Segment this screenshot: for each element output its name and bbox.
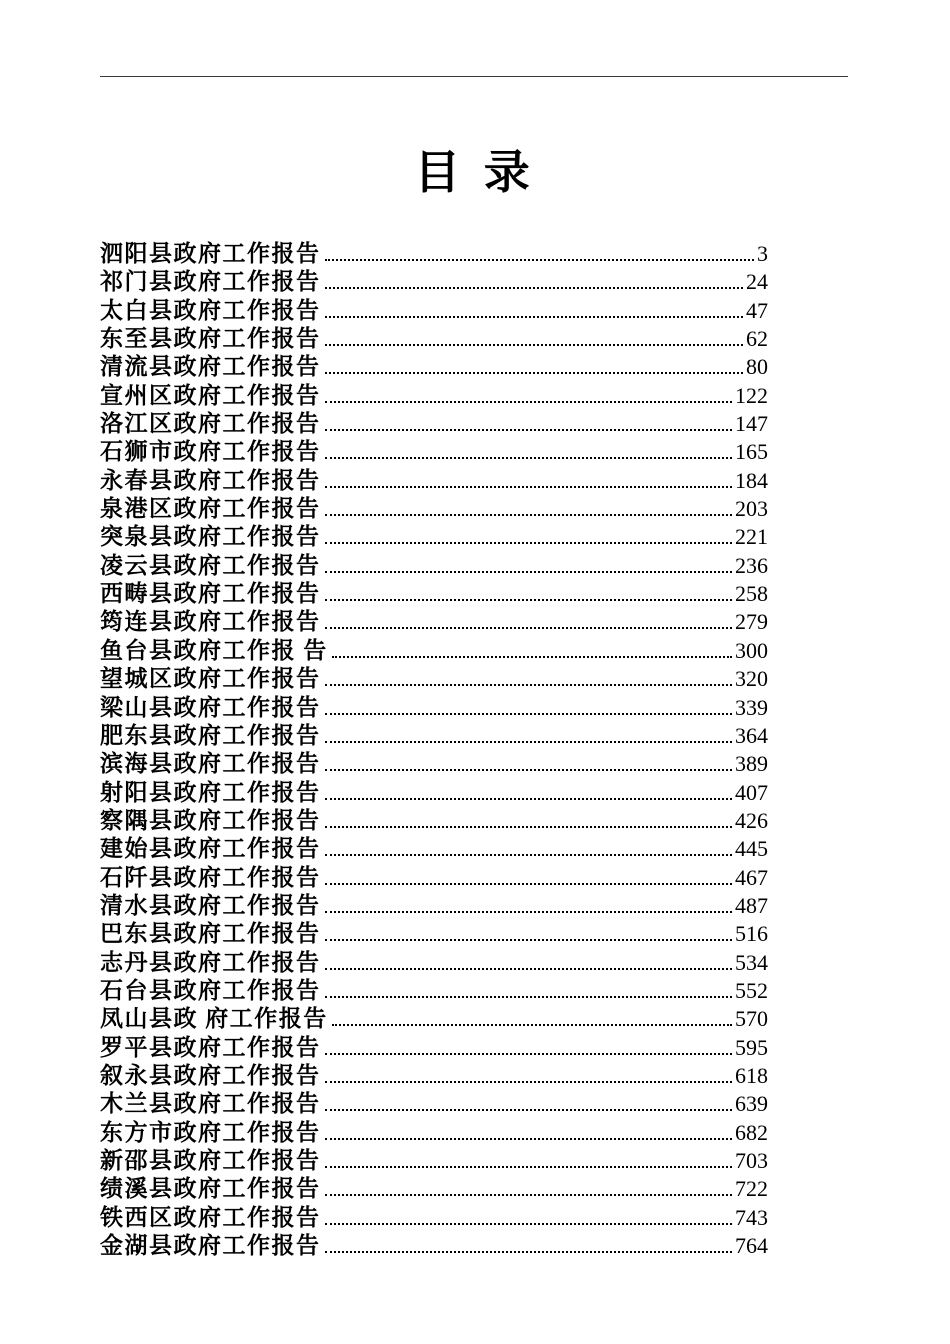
toc-entry-page[interactable]: 339 [735, 694, 768, 720]
toc-dotted-leader [325, 1194, 733, 1196]
toc-entry-page[interactable]: 300 [735, 637, 768, 663]
toc-entry-page[interactable]: 147 [735, 411, 768, 437]
toc-dotted-leader [332, 656, 732, 658]
toc-entry-label[interactable]: 察隅县政府工作报告 [100, 807, 321, 833]
toc-entry[interactable] [100, 410, 768, 438]
toc-dotted-leader [325, 542, 733, 544]
toc-dotted-leader [325, 287, 744, 289]
toc-entry-label[interactable]: 宣州区政府工作报告 [100, 382, 321, 408]
toc-entry-page[interactable]: 618 [735, 1062, 768, 1088]
toc-entry-page[interactable]: 122 [735, 382, 768, 408]
toc-dotted-leader [325, 684, 733, 686]
toc-entry-label[interactable]: 罗平县政府工作报告 [100, 1034, 321, 1060]
toc-dotted-leader [325, 911, 733, 913]
toc-dotted-leader [325, 316, 744, 318]
toc-entry[interactable] [100, 1090, 768, 1118]
toc-entry[interactable] [100, 949, 768, 977]
toc-dotted-leader [325, 769, 733, 771]
toc-entry-label[interactable]: 石台县政府工作报告 [100, 977, 321, 1003]
toc-dotted-leader [325, 713, 733, 715]
toc-entry-page[interactable]: 203 [735, 496, 768, 522]
toc-entry-page[interactable]: 534 [735, 949, 768, 975]
toc-entry-label[interactable]: 泗阳县政府工作报告 [100, 241, 321, 266]
toc-entry-label[interactable]: 新邵县政府工作报告 [100, 1148, 321, 1173]
toc-entry-page[interactable]: 364 [735, 722, 768, 748]
toc-entry[interactable] [100, 722, 768, 750]
toc-entry-label[interactable]: 凤山县政 府工作报告 [100, 1006, 328, 1032]
toc-entry-page[interactable]: 407 [735, 779, 768, 805]
toc-entry-label[interactable]: 望城区政府工作报告 [100, 666, 321, 692]
toc-entry[interactable] [100, 779, 768, 807]
toc-entry-page[interactable]: 467 [735, 864, 768, 890]
toc-entry[interactable] [100, 1062, 768, 1090]
toc-entry-label[interactable]: 东方市政府工作报告 [100, 1119, 321, 1145]
toc-entry[interactable] [100, 495, 768, 523]
toc-entry[interactable] [100, 325, 768, 353]
toc-entry[interactable] [100, 864, 768, 892]
toc-entry[interactable] [100, 807, 768, 835]
toc-dotted-leader [325, 826, 733, 828]
toc-entry-label[interactable]: 清水县政府工作报告 [100, 892, 321, 918]
toc-entry-page[interactable]: 165 [735, 439, 768, 465]
toc-entry[interactable] [100, 608, 768, 636]
toc-entry-page[interactable]: 703 [735, 1148, 768, 1173]
toc-entry[interactable] [100, 637, 768, 665]
toc-entry-page[interactable]: 389 [735, 751, 768, 777]
toc-dotted-leader [325, 514, 733, 516]
toc-entry-page[interactable]: 47 [746, 297, 768, 323]
toc-entry[interactable] [100, 353, 768, 381]
toc-entry-label[interactable]: 鱼台县政府工作报 告 [100, 637, 328, 663]
toc-entry[interactable] [100, 268, 768, 296]
toc-entry-label[interactable]: 石狮市政府工作报告 [100, 439, 321, 465]
toc-entry[interactable] [100, 523, 768, 551]
toc-entry-page[interactable]: 764 [735, 1233, 768, 1259]
toc-entry[interactable] [100, 552, 768, 580]
toc-entry[interactable] [100, 1204, 768, 1232]
toc-entry-page[interactable]: 570 [735, 1006, 768, 1032]
toc-dotted-leader [325, 1223, 733, 1225]
toc-entry-page[interactable]: 487 [735, 892, 768, 918]
toc-entry-page[interactable]: 320 [735, 666, 768, 692]
toc-entry-page[interactable]: 552 [735, 977, 768, 1003]
toc-entry-label[interactable]: 梁山县政府工作报告 [100, 694, 321, 720]
toc-dotted-leader [332, 1024, 732, 1026]
toc-entry-page[interactable]: 445 [735, 836, 768, 862]
toc-entry-page[interactable]: 3 [757, 241, 768, 266]
toc-entry[interactable] [100, 694, 768, 722]
toc-entry-label[interactable]: 太白县政府工作报告 [100, 297, 321, 323]
toc-entry-page[interactable]: 24 [746, 269, 768, 295]
toc-dotted-leader [325, 996, 733, 998]
toc-dotted-leader [325, 1053, 733, 1055]
toc-dotted-leader [325, 741, 733, 743]
toc-entry-page[interactable]: 722 [735, 1176, 768, 1202]
toc-dotted-leader [325, 344, 744, 346]
page-title: 目 录 [414, 147, 536, 198]
toc-entry-label[interactable]: 永春县政府工作报告 [100, 467, 321, 493]
toc-dotted-leader [325, 429, 733, 431]
toc-entry-label[interactable]: 射阳县政府工作报告 [100, 779, 321, 805]
toc-dotted-leader [325, 1166, 733, 1168]
toc-dotted-leader [325, 854, 733, 856]
toc-dotted-leader [325, 457, 733, 459]
toc-dotted-leader [325, 883, 733, 885]
toc-entry-label[interactable]: 志丹县政府工作报告 [100, 949, 321, 975]
toc-entry[interactable] [100, 920, 768, 948]
toc-entry-page[interactable]: 595 [735, 1034, 768, 1060]
toc-entry[interactable] [100, 1232, 768, 1260]
toc-dotted-leader [325, 968, 733, 970]
toc-entry[interactable] [100, 1005, 768, 1033]
toc-entry-page[interactable]: 516 [735, 921, 768, 947]
toc-dotted-leader [325, 486, 733, 488]
toc-entry-label[interactable]: 东至县政府工作报告 [100, 326, 321, 352]
toc-entry[interactable] [100, 1147, 768, 1175]
toc-entry-page[interactable]: 221 [735, 524, 768, 550]
toc-entry-label[interactable]: 绩溪县政府工作报告 [100, 1176, 321, 1202]
toc-entry[interactable] [100, 892, 768, 920]
toc-entry[interactable] [100, 1034, 768, 1062]
toc-entry-page[interactable]: 743 [735, 1204, 768, 1230]
toc-entry-page[interactable]: 62 [746, 326, 768, 352]
toc-dotted-leader [325, 627, 733, 629]
toc-dotted-leader [325, 1109, 733, 1111]
toc-entry-page[interactable]: 184 [735, 467, 768, 493]
toc-entry[interactable] [100, 835, 768, 863]
toc-entry-label[interactable]: 建始县政府工作报告 [100, 836, 321, 862]
toc-entry-label[interactable]: 肥东县政府工作报告 [100, 722, 321, 748]
toc-entry[interactable] [100, 467, 768, 495]
toc-entry-page[interactable]: 80 [746, 354, 768, 380]
toc-entry[interactable] [100, 438, 768, 466]
toc-entry-label[interactable]: 突泉县政府工作报告 [100, 524, 321, 550]
header-rule [100, 76, 848, 77]
toc-entry[interactable] [100, 750, 768, 778]
toc-entry-label[interactable]: 泉港区政府工作报告 [100, 496, 321, 522]
toc-dotted-leader [325, 1081, 733, 1083]
toc-entry-label[interactable]: 石阡县政府工作报告 [100, 864, 321, 890]
toc-entry-label[interactable]: 洛江区政府工作报告 [100, 411, 321, 437]
toc-dotted-leader [325, 939, 733, 941]
toc-entry-label[interactable]: 筠连县政府工作报告 [100, 609, 321, 635]
toc-entry-label[interactable]: 祁门县政府工作报告 [100, 269, 321, 295]
toc-entry-label[interactable]: 金湖县政府工作报告 [100, 1233, 321, 1259]
toc-entry-page[interactable]: 639 [735, 1091, 768, 1117]
toc-entry-label[interactable]: 叙永县政府工作报告 [100, 1062, 321, 1088]
toc-dotted-leader [325, 798, 733, 800]
toc-dotted-leader [325, 1251, 733, 1253]
toc-entry-label[interactable]: 凌云县政府工作报告 [100, 552, 321, 578]
toc-list [100, 240, 768, 1260]
toc-entry-label[interactable]: 滨海县政府工作报告 [100, 751, 321, 777]
toc-entry[interactable] [100, 1175, 768, 1203]
toc-entry-page[interactable]: 682 [735, 1119, 768, 1145]
toc-entry-label[interactable]: 西畴县政府工作报告 [100, 581, 321, 607]
toc-entry-page[interactable]: 279 [735, 609, 768, 635]
toc-entry[interactable] [100, 580, 768, 608]
toc-entry[interactable] [100, 297, 768, 325]
toc-entry[interactable] [100, 665, 768, 693]
toc-entry-page[interactable]: 258 [735, 581, 768, 607]
toc-entry-page[interactable]: 426 [735, 807, 768, 833]
toc-entry[interactable] [100, 240, 768, 268]
toc-entry-label[interactable]: 铁西区政府工作报告 [100, 1204, 321, 1230]
toc-dotted-leader [325, 259, 755, 261]
toc-dotted-leader [325, 571, 733, 573]
toc-dotted-leader [325, 401, 733, 403]
toc-entry-label[interactable]: 木兰县政府工作报告 [100, 1091, 321, 1117]
toc-entry[interactable] [100, 977, 768, 1005]
toc-dotted-leader [325, 1138, 733, 1140]
toc-dotted-leader [325, 372, 744, 374]
toc-entry-page[interactable]: 236 [735, 552, 768, 578]
toc-entry[interactable] [100, 1119, 768, 1147]
toc-entry[interactable] [100, 382, 768, 410]
toc-entry-label[interactable]: 巴东县政府工作报告 [100, 921, 321, 947]
toc-dotted-leader [325, 599, 733, 601]
toc-entry-label[interactable]: 清流县政府工作报告 [100, 354, 321, 380]
